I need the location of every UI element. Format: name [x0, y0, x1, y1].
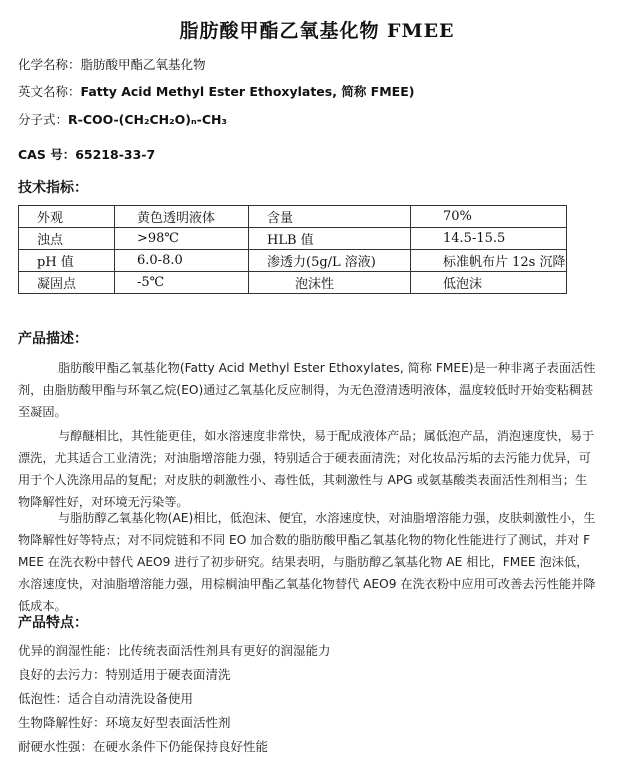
description-section-title: 产品描述：	[18, 331, 88, 347]
cas-value: 65218-33-7	[75, 147, 156, 162]
formula-label: 分子式：	[18, 112, 69, 127]
spec-cell: 含量	[249, 206, 411, 228]
spec-cell: 浊点	[19, 228, 115, 250]
spec-cell: pH 值	[19, 250, 115, 272]
spec-cell: 渗透力(5g/L 溶液)	[249, 250, 411, 272]
spec-cell: 低泡沫	[411, 272, 567, 294]
description-paragraph-3: 与脂肪醇乙氧基化物(AE)相比，低泡沫、便宜，水溶速度快，对油脂增溶能力强，皮肤刺激性小，生物降解性好等特点；对不同烷链和不同 EO 加合数的脂肪酸甲酯乙氧基化物的物化性能进行了测试，并对 FMEE 在洗衣粉中替代 AEO9 进行了初步研究。结果表明，与脂肪醇乙氧基化物 AE 相比，FMEE 泡沫低，水溶速度快，对油脂增溶能力强，用棕榈油甲酯乙氧基化物替代 AEO9 在洗衣粉中应用可改善去污性能并降低成本。	[18, 511, 596, 613]
chemical-name-value: 脂肪酸甲酯乙氧基化物	[80, 57, 206, 72]
description-paragraph-1: 脂肪酸甲酯乙氧基化物(Fatty Acid Methyl Ester Ethoxylates, 简称 FMEE)是一种非离子表面活性剂，由脂肪酸甲酯与环氧乙烷(EO)通过乙氧基化反应制得，为无色澄清透明液体，温度较低时开始变粘稠甚至凝固。	[18, 361, 596, 419]
chemical-name-label: 化学名称：	[18, 57, 81, 72]
features-section-title: 产品特点：	[18, 615, 88, 631]
spec-cell: 黄色透明液体	[115, 206, 249, 228]
spec-row	[19, 228, 567, 250]
spec-cell: HLB 值	[249, 228, 411, 250]
english-name-value: Fatty Acid Methyl Ester Ethoxylates, 简称 FMEE)	[80, 84, 415, 99]
cas-label: CAS 号：	[18, 147, 76, 162]
description-paragraph-2: 与醇醚相比，其性能更佳，如水溶速度非常快，易于配成液体产品；属低泡产品，消泡速度快，易于漂洗，尤其适合工业清洗；对油脂增溶能力强，特别适合于硬表面清洗；对化妆品污垢的去污能力优异，可用于个人洗涤用品的复配；对皮肤的刺激性小、毒性低，其刺激性与 APG 或氨基酸类表面活性剂相当；生物降解性好，对环境无污染等。	[18, 429, 595, 509]
english-name-line	[18, 82, 414, 100]
spec-cell: 6.0-8.0	[115, 250, 249, 272]
feature-item-4: 生物降解性好：环境友好型表面活性剂	[18, 715, 231, 730]
spec-cell: 凝固点	[19, 272, 115, 294]
spec-cell: -5℃	[115, 272, 249, 294]
document-title: 脂肪酸甲酯乙氧基化物 FMEE	[179, 20, 455, 42]
feature-item-3: 低泡性：适合自动清洗设备使用	[18, 691, 194, 706]
formula-line	[18, 110, 227, 128]
formula-value: R-COO-(CH₂CH₂O)ₙ-CH₃	[68, 112, 227, 127]
spec-row	[19, 250, 567, 272]
english-name-label: 英文名称：	[18, 84, 81, 99]
chemical-name-line	[18, 55, 206, 73]
spec-row	[19, 206, 567, 228]
feature-item-5: 耐硬水性强：在硬水条件下仍能保持良好性能	[18, 739, 269, 754]
feature-item-2: 良好的去污力：特别适用于硬表面清洗	[18, 667, 231, 682]
spec-table	[18, 205, 567, 294]
spec-cell: 70%	[411, 206, 567, 228]
spec-cell: 泡沫性	[249, 272, 411, 294]
spec-cell: >98℃	[115, 228, 249, 250]
spec-cell: 14.5-15.5	[411, 228, 567, 250]
spec-row	[19, 272, 567, 294]
cas-line	[18, 145, 155, 163]
feature-item-1: 优异的润湿性能：比传统表面活性剂具有更好的润湿能力	[18, 643, 331, 658]
spec-cell: 标准帆布片 12s 沉降	[411, 250, 567, 272]
spec-section-title: 技术指标：	[18, 180, 88, 196]
spec-cell: 外观	[19, 206, 115, 228]
